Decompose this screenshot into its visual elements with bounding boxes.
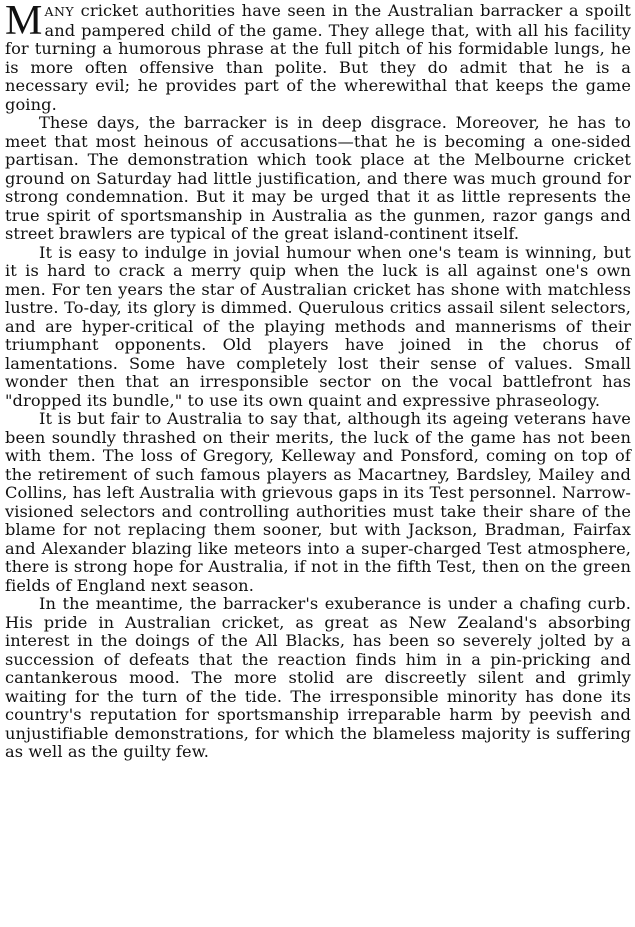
article-paragraph-3: It is easy to indulge in jovial humour when one's team is winning, but it is hard to crack a merry quip when the luck is all against one's own men. For ten years the star of Australian cricket has shone with matchless lustre. To-day, its glory is dimmed. Querulous critics assail silent selectors, and are hyper-critical of the playing methods and mannerisms of their triumphant opponents. Old players have joined in the chorus of lamentations. Some have completely lost their sense of values. Small wonder then that an irresponsible sector on the vocal battlefront has "dropped its bundle," to use its own quaint and expressive phraseology.	[5, 242, 631, 410]
drop-cap: M	[5, 0, 43, 44]
paragraph-text: cricket authorities have seen in the Australian barracker a spoilt and pampered child of the game. They allege that, with all his facility for turning a humorous phrase at the full pitch of his formidable lungs, he is more often offensive than polite. But they do admit that he is a necessary evil; he provides part of the wherewithal that keeps the game going.	[5, 1, 631, 114]
opening-word: ANY	[44, 4, 75, 19]
article-paragraph-2: These days, the barracker is in deep disgrace. Moreover, he has to meet that most heinous of accusations—that he is becoming a one-sided partisan. The demonstration which took place at the Melbourne cricket ground on Saturday had little justification, and there was much ground for strong condemnation. But it may be urged that it as little represents the true spirit of sportsmanship in Australia as the gunmen, razor gangs and street brawlers are typical of the great island-continent itself.	[5, 113, 631, 243]
article-paragraph-4: It is but fair to Australia to say that, although its ageing veterans have been soundly thrashed on their merits, the luck of the game has not been with them. The loss of Gregory, Kelleway and Ponsford, coming on top of the retirement of such famous players as Macartney, Bardsley, Mailey and Collins, has left Australia with grievous gaps in its Test personnel. Narrow-visioned selectors and controlling authorities must take their share of the blame for not replacing them sooner, but with Jackson, Bradman, Fairfax and Alexander blazing like meteors into a super-charged Test atmosphere, there is strong hope for Australia, if not in the fifth Test, then on the green fields of England next season.	[5, 409, 631, 595]
article-paragraph-5: In the meantime, the barracker's exuberance is under a chafing curb. His pride in Australian cricket, as great as New Zealand's absorbing interest in the doings of the All Blacks, has been so severely jolted by a succession of defeats that the reaction finds him in a pin-pricking and cantankerous mood. The more stolid are discreetly silent and grimly waiting for the turn of the tide. The irresponsible minority has done its country's reputation for sportsmanship irreparable harm by peevish and unjustifiable demonstrations, for which the blameless majority is suffering as well as the guilty few.	[5, 594, 631, 761]
article-paragraph-1	[5, 2, 631, 114]
